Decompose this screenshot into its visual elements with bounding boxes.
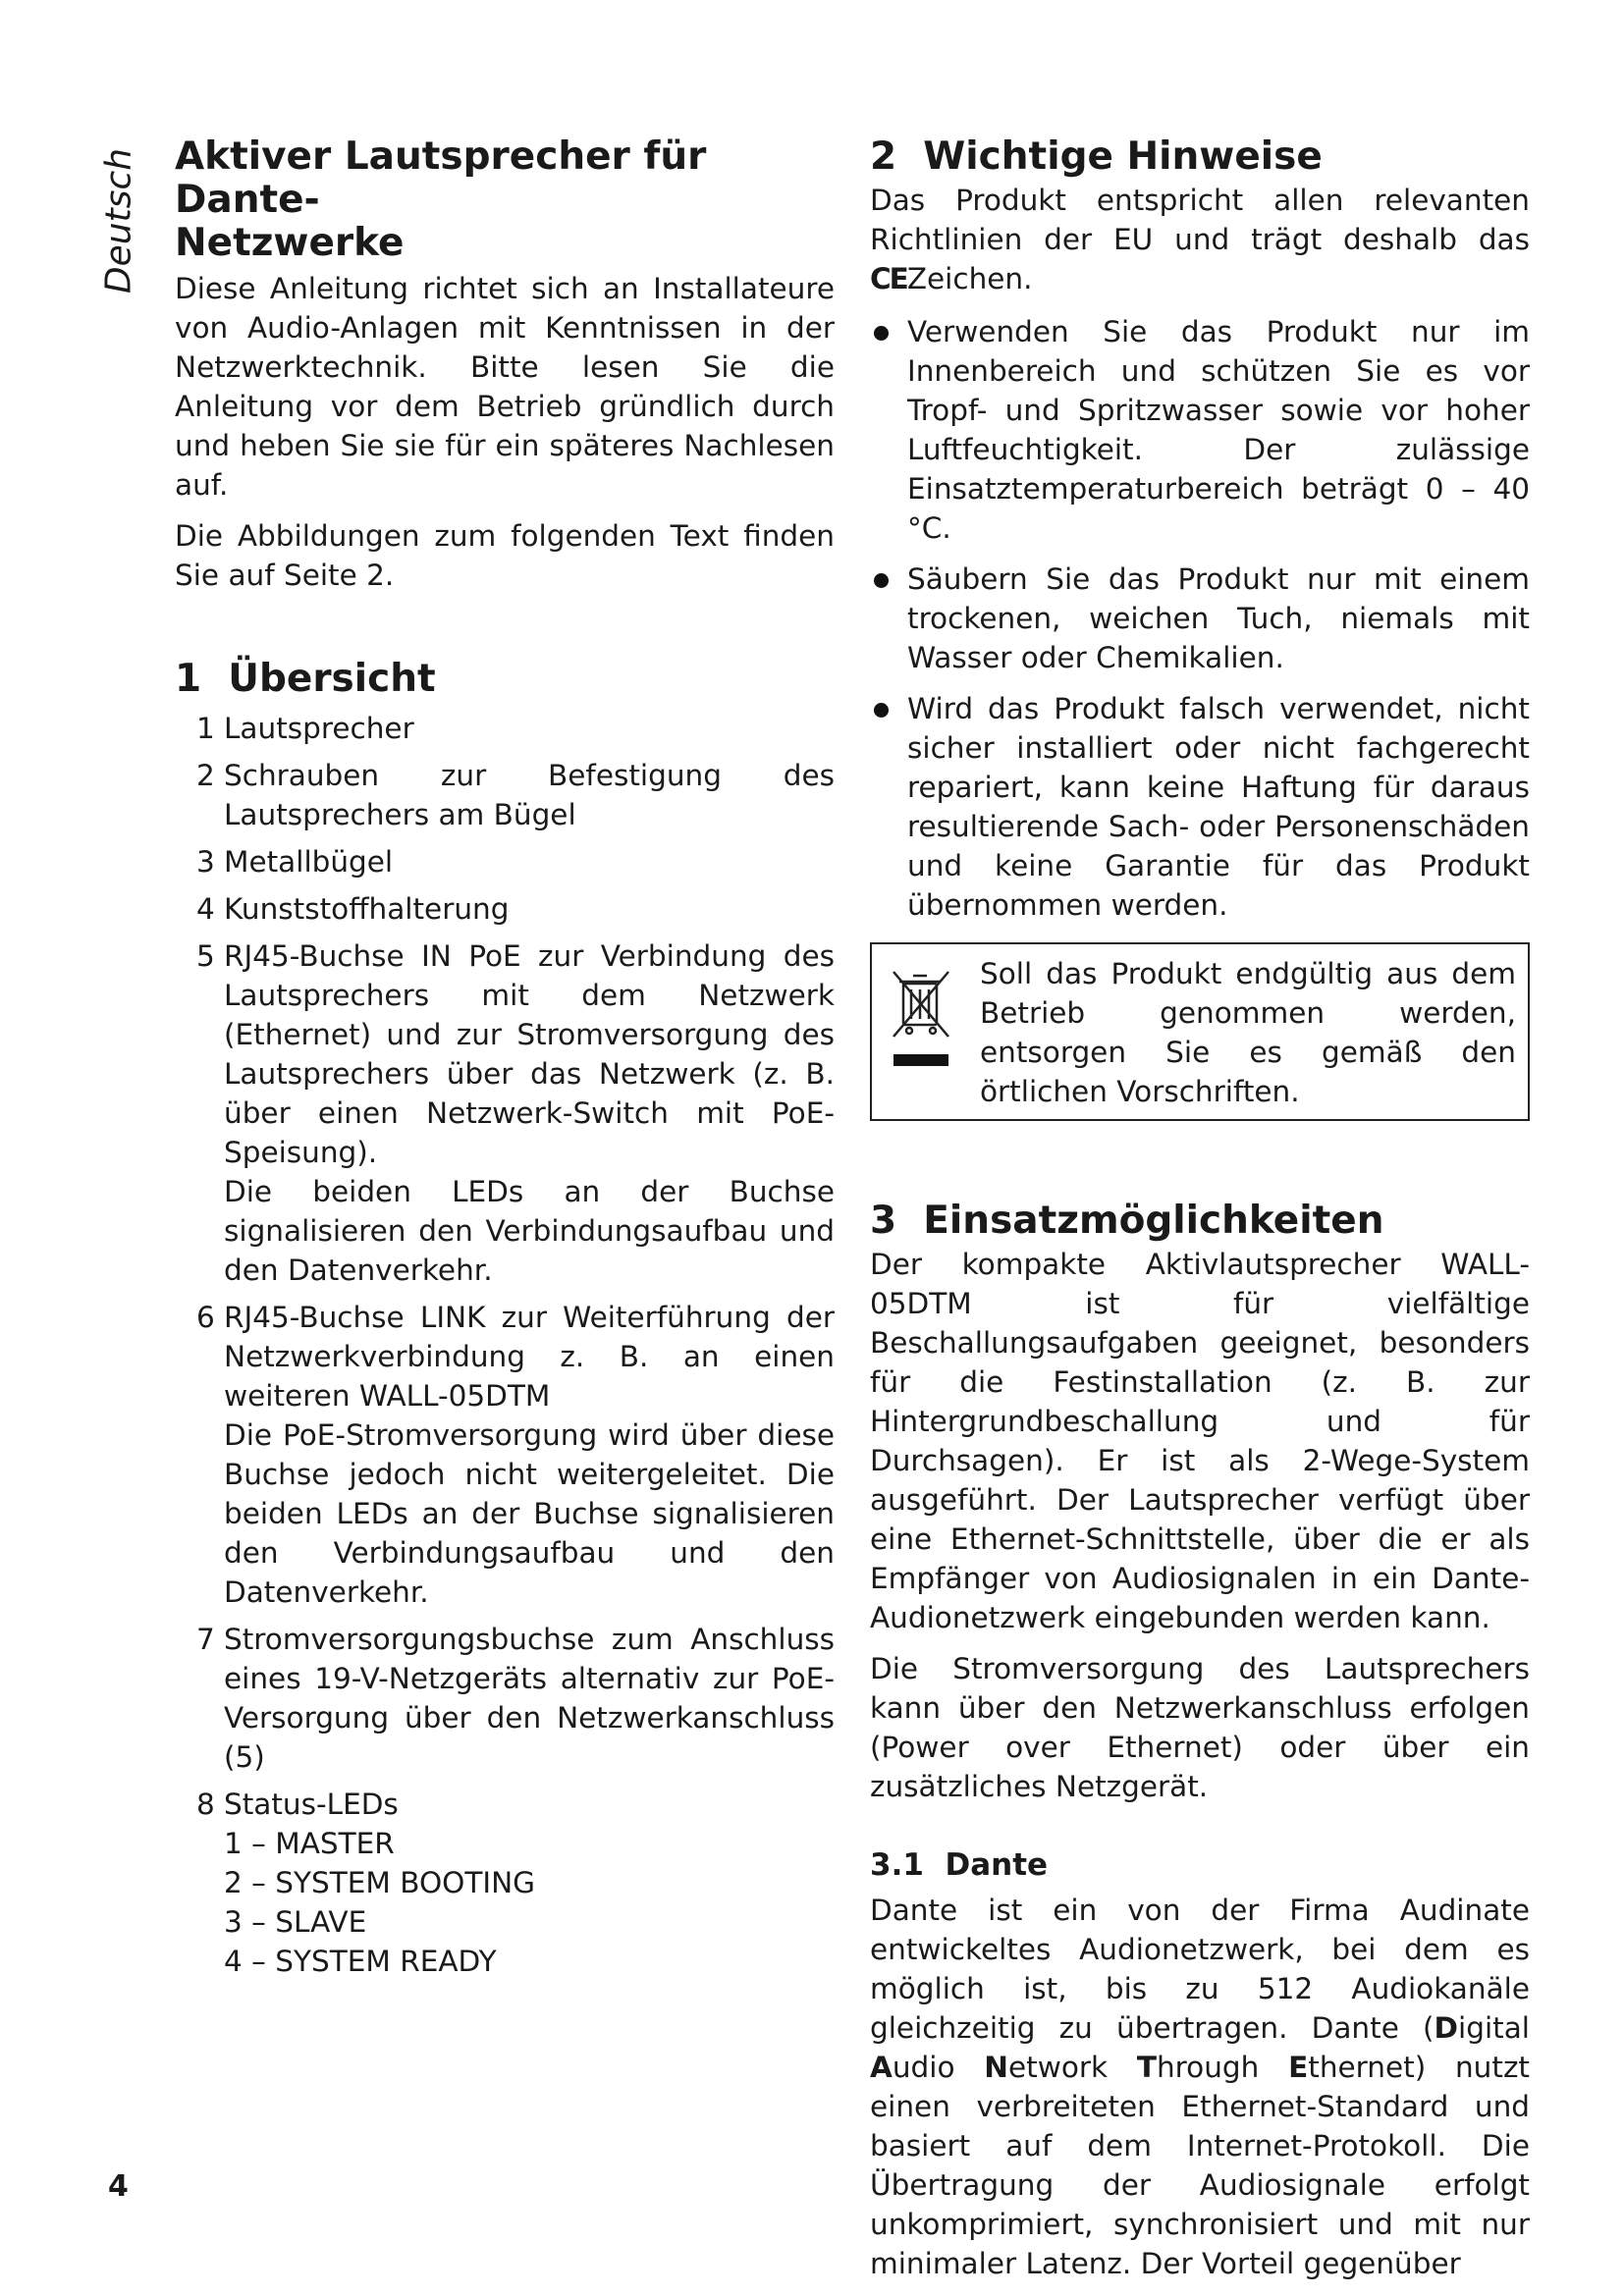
status-led-1: 1 – MASTER [224,1827,395,1860]
section-3-heading: 3 Einsatzmöglichkeiten [870,1199,1384,1243]
overview-list [175,709,835,1981]
list-item: 2 Schrauben zur Befestigung des Lautsprechers am Bügel [196,759,835,831]
status-led-4: 4 – SYSTEM READY [224,1945,497,1978]
list-item: 6 RJ45-Buchse LINK zur Weiterführung der Netzwerkverbindung z. B. an einen weiteren WALL-05DTM Die PoE-Stromversorgung wird über diese Buchse jedoch nicht weitergeleitet. Die beiden LEDs an der Buchse signalisieren den Verbindungsaufbau und den Datenverkehr. [196,1301,835,1609]
ce-mark-icon: CE [870,262,907,295]
intro-paragraph: Diese Anleitung richtet sich an Installateure von Audio-Anlagen mit Kenntnissen in der Netzwerktechnik. Bitte lesen Sie die Anleitung vor dem Betrieb gründlich durch und heben Sie sie für ein späteres Nachlesen auf. [175,272,835,502]
disposal-text: Soll das Produkt endgültig aus dem Betrieb genommen werden, entsorgen Sie es gemäß den örtlichen Vorschriften. [980,957,1516,1108]
safety-list [870,312,1530,925]
list-item: Wird das Produkt falsch verwendet, nicht sicher installiert oder nicht fachgerecht repariert, kann keine Haftung für daraus resultierende Sach- oder Personenschäden und keine Garantie für das Produkt übernommen werden. [870,689,1530,925]
dante-paragraph: Dante ist ein von der Firma Audinate entwickeltes Audionetzwerk, bei dem es möglich ist, bis zu 512 Audiokanäle gleichzeitig zu übertragen. Dante (Digital Audio Network Through Ethernet) nutzt einen verbreiteten Ethernet-Standard und basiert auf dem Internet-Protokoll. Die Übertragung der Audiosignale erfolgt unkomprimiert, synchronisiert und mit nur minimaler Latenz. Der Vorteil gegenüber [870,1894,1530,2280]
section-3-1-heading: 3.1 Dante [870,1847,1049,1883]
list-item: Verwenden Sie das Produkt nur im Innenbereich und schützen Sie es vor Tropf- und Spritzwasser sowie vor hoher Luftfeuchtigkeit. Der zulässige Einsatztemperaturbereich beträgt 0 – 40 °C. [870,312,1530,548]
list-item: 1 Lautsprecher [196,712,414,745]
right-column [870,135,1530,2283]
list-item: 4 Kunststoffhalterung [196,892,510,926]
document-title: Aktiver Lautsprecher für Dante- Netzwerke [175,134,707,265]
status-led-3: 3 – SLAVE [224,1905,367,1939]
left-column [175,135,835,1981]
status-led-2: 2 – SYSTEM BOOTING [224,1866,536,1899]
list-item: 3 Metallbügel [196,845,394,879]
section-2-intro: Das Produkt entspricht allen relevanten Richtlinien der EU und trägt deshalb das CEZeichen. [870,184,1530,295]
crossed-out-bin-icon [890,966,952,1074]
section-3-paragraph-2: Die Stromversorgung des Lautsprechers kann über den Netzwerkanschluss erfolgen (Power over Ethernet) oder über ein zusätzliches Netzgerät. [870,1652,1530,1803]
section-1-heading: 1 Übersicht [175,657,436,701]
disposal-notice [870,942,1530,1121]
figures-note: Die Abbildungen zum folgenden Text finden Sie auf Seite 2. [175,519,835,592]
list-item: 5 RJ45-Buchse IN PoE zur Verbindung des Lautsprechers mit dem Netzwerk (Ethernet) und zur Stromversorgung des Lautsprechers über das Netzwerk (z. B. über einen Netzwerk-Switch mit PoE-Speisung). Die beiden LEDs an der Buchse signalisieren den Verbindungsaufbau und den Datenverkehr. [196,939,835,1287]
list-item: Säubern Sie das Produkt nur mit einem trockenen, weichen Tuch, niemals mit Wasser oder Chemikalien. [870,560,1530,677]
section-2-heading: 2 Wichtige Hinweise [870,134,1323,179]
section-3-paragraph-1: Der kompakte Aktivlautsprecher WALL-05DTM ist für vielfältige Beschallungsaufgaben geeignet, besonders für die Festinstallation (z. B. zur Hintergrundbeschallung und für Durchsagen). Er ist als 2-Wege-System ausgeführt. Der Lautsprecher verfügt über eine Ethernet-Schnittstelle, über die er als Empfänger von Audiosignalen in ein Dante-Audionetzwerk eingebunden werden kann. [870,1248,1530,1634]
language-tab-label: Deutsch [98,147,139,294]
list-item: 7 Stromversorgungsbuchse zum Anschluss eines 19-V-Netzgeräts alternativ zur PoE-Versorgung über den Netzwerkanschluss (5) [196,1623,835,1774]
page-number: 4 [108,2169,129,2204]
language-tab [94,137,143,304]
list-item: 8 Status-LEDs 1 – MASTER 2 – SYSTEM BOOTING 3 – SLAVE 4 – SYSTEM READY [175,1785,835,1981]
